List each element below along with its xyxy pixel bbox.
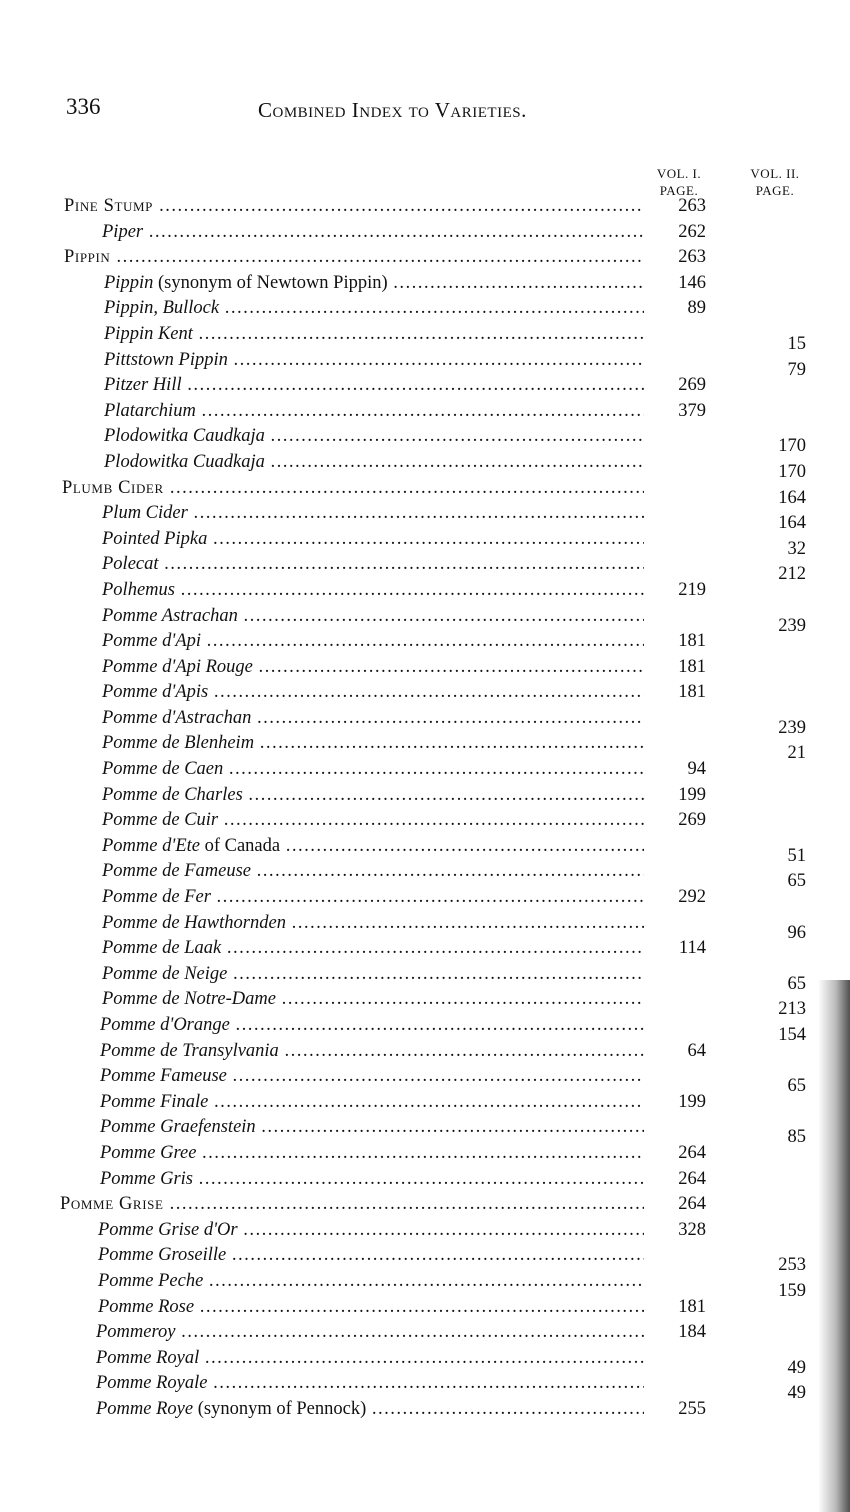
entry-variety: Pippin [64, 247, 111, 268]
entry-name [0, 810, 644, 831]
vol2-page: 213 [778, 999, 806, 1020]
entry-variety: Pomme de Charles [102, 784, 243, 805]
vol1-page: 181 [678, 682, 706, 703]
entry-name [0, 1297, 644, 1318]
page-edge-shadow [818, 980, 850, 1512]
entry-variety: Pomme d'Ete [102, 835, 200, 856]
entry-name [0, 1092, 644, 1113]
vol2-page: 159 [778, 1280, 806, 1301]
entry-variety: Pomme Royale [96, 1373, 208, 1394]
vol2-page: 49 [787, 1357, 806, 1378]
entry-name [0, 1348, 644, 1369]
entry-name [0, 682, 644, 703]
vol1-page: 181 [678, 631, 706, 652]
index-entry [0, 887, 850, 913]
entry-name [0, 222, 644, 243]
vol2-page: 65 [787, 1076, 806, 1097]
entry-name [0, 273, 644, 294]
index-entry [0, 912, 850, 943]
index-entry [0, 631, 850, 657]
entry-name [0, 1194, 644, 1215]
entry-variety: Pomme Finale [100, 1091, 209, 1112]
entry-variety: Pomme de Laak [102, 938, 222, 959]
index-entry [0, 759, 850, 785]
entry-name [0, 247, 644, 268]
entry-name [0, 836, 644, 857]
index-entry [0, 963, 850, 994]
entry-name [0, 1373, 644, 1394]
entry-name [0, 887, 644, 908]
entry-name [0, 1220, 644, 1241]
entry-name [0, 452, 644, 473]
entry-name [0, 861, 644, 882]
entry-name [0, 401, 644, 422]
entry-variety: Plumb Cider [62, 477, 164, 498]
entry-variety: Piper [102, 221, 144, 242]
index-entry [0, 503, 850, 534]
entry-variety: Pomme Roye [96, 1398, 194, 1419]
index-entry [0, 810, 850, 836]
entry-variety: Pittstown Pippin [104, 349, 228, 370]
index-entry [0, 682, 850, 708]
entry-variety: Pomme d'Api Rouge [102, 656, 253, 677]
entry-name [0, 196, 644, 217]
entry-variety: Pomme Fameuse [100, 1066, 227, 1087]
index-entry [0, 477, 850, 508]
entry-name [0, 580, 644, 601]
entry-name [0, 964, 644, 985]
entry-variety: Pomme de Transylvania [100, 1040, 279, 1061]
entry-variety: Pippin [104, 272, 154, 293]
entry-variety: Pomme d'Api [102, 631, 202, 652]
index-entry [0, 1373, 850, 1404]
entry-variety: Pomme d'Astrachan [102, 707, 252, 728]
index-entry [0, 861, 850, 892]
vol1-page: 255 [678, 1398, 706, 1419]
entry-variety: Polecat [102, 554, 159, 575]
vol1-page: 181 [678, 656, 706, 677]
entry-variety: Pomme Grise [60, 1194, 164, 1215]
index-entry [0, 528, 850, 559]
entry-variety: Pippin Kent [104, 323, 193, 344]
index-entry [0, 605, 850, 636]
vol2-header-line2: PAGE. [755, 183, 795, 198]
vol2-page: 170 [778, 436, 806, 457]
entry-name [0, 1322, 644, 1343]
index-entry [0, 1322, 850, 1348]
vol2-header-line1: VOL. II. [750, 166, 800, 181]
entry-variety: Pomme Grise d'Or [98, 1219, 238, 1240]
vol1-page: 292 [678, 887, 706, 908]
vol2-page: 49 [787, 1383, 806, 1404]
vol1-page: 199 [678, 1091, 706, 1112]
vol1-column-header [639, 165, 719, 199]
index-entry [0, 785, 850, 811]
vol1-page: 184 [678, 1322, 706, 1343]
vol1-page: 64 [687, 1040, 706, 1061]
entry-variety: Pomme d'Orange [100, 1015, 230, 1035]
index-entry [0, 1297, 850, 1323]
index-entry [0, 349, 850, 380]
vol2-page: 164 [778, 513, 806, 534]
entry-name [0, 708, 644, 729]
vol2-page: 85 [787, 1127, 806, 1148]
entry-variety: Pomme de Blenheim [102, 733, 255, 754]
index-entry [0, 298, 850, 324]
entry-name [0, 1066, 644, 1087]
vol2-page: 164 [778, 487, 806, 508]
index-entry [0, 1270, 850, 1301]
entry-name [0, 785, 644, 806]
index-entry [0, 451, 850, 482]
index-entry [0, 222, 850, 248]
index-entry [0, 733, 850, 764]
entry-name [0, 1169, 644, 1190]
vol2-page: 253 [778, 1255, 806, 1276]
vol2-page: 79 [787, 359, 806, 380]
index-entry [0, 1041, 850, 1067]
vol2-page: 51 [787, 845, 806, 866]
index-entry [0, 1220, 850, 1246]
index-entries [0, 196, 850, 1425]
entry-note: (synonym of Pennock) [193, 1398, 367, 1419]
entry-variety: Pomme Astrachan [102, 605, 238, 626]
entry-variety: Platarchium [104, 400, 196, 421]
running-head: Combined Index to Varieties. [258, 98, 527, 122]
index-entry [0, 938, 850, 964]
vol2-page: 65 [787, 973, 806, 994]
entry-variety: Pomme de Fameuse [102, 861, 251, 882]
vol1-page: 199 [678, 784, 706, 805]
entry-variety: Pomme de Neige [102, 963, 228, 984]
entry-variety: Pommeroy [96, 1322, 176, 1343]
vol2-page: 239 [778, 615, 806, 636]
entry-name [0, 606, 644, 627]
entry-variety: Polhemus [102, 579, 175, 600]
entry-name [0, 1271, 644, 1292]
entry-name [0, 938, 644, 959]
entry-variety: Pomme de Cuir [102, 810, 219, 831]
vol2-page: 32 [787, 538, 806, 559]
entry-name [0, 426, 644, 447]
entry-name [0, 913, 644, 934]
entry-variety: Pomme Rose [98, 1296, 195, 1317]
vol2-page: 21 [787, 743, 806, 764]
vol2-page: 212 [778, 564, 806, 585]
entry-name [0, 631, 644, 652]
index-entry [0, 1169, 850, 1195]
entry-variety: Pomme de Notre-Dame [102, 989, 276, 1010]
vol2-page: 96 [787, 922, 806, 943]
vol1-page: 379 [678, 400, 706, 421]
vol1-page: 264 [678, 1194, 706, 1215]
vol1-page: 181 [678, 1296, 706, 1317]
index-entry [0, 657, 850, 683]
entry-name [0, 298, 644, 319]
entry-variety: Pippin, Bullock [104, 298, 220, 319]
entry-variety: Pitzer Hill [104, 375, 182, 396]
vol1-header-line2: PAGE. [659, 183, 699, 198]
vol2-page: 170 [778, 461, 806, 482]
entry-name [0, 1041, 644, 1062]
entry-name [0, 1399, 644, 1420]
vol1-page: 264 [678, 1142, 706, 1163]
entry-name [0, 503, 644, 524]
entry-name [0, 733, 644, 754]
index-entry [0, 323, 850, 354]
vol1-header-line1: VOL. I. [656, 166, 702, 181]
entry-name [0, 375, 644, 396]
entry-name [0, 1245, 644, 1266]
entry-variety: Pomme de Hawthornden [102, 912, 286, 933]
entry-name [0, 1117, 644, 1138]
vol2-page: 65 [787, 871, 806, 892]
entry-variety: Pomme Gree [100, 1142, 197, 1163]
index-entry [0, 989, 850, 1020]
index-entry [0, 1117, 850, 1148]
index-entry [0, 247, 850, 273]
entry-variety: Pine Stump [64, 196, 153, 216]
vol1-page: 269 [678, 375, 706, 396]
entry-variety: Pomme de Fer [102, 887, 211, 908]
entry-name [0, 478, 644, 499]
entry-name [0, 324, 644, 345]
entry-name [0, 989, 644, 1010]
vol1-page: 146 [678, 272, 706, 293]
index-entry [0, 1399, 850, 1425]
index-entry [0, 1015, 850, 1045]
index-entry [0, 1194, 850, 1220]
index-entry [0, 835, 850, 866]
index-entry [0, 1066, 850, 1097]
entry-name [0, 350, 644, 371]
entry-variety: Pomme Peche [98, 1270, 204, 1291]
index-entry [0, 580, 850, 606]
index-entry [0, 401, 850, 427]
index-entry [0, 707, 850, 738]
vol1-page: 94 [687, 759, 706, 780]
entry-variety: Pomme Royal [96, 1347, 200, 1368]
page-number: 336 [66, 94, 101, 119]
vol1-page: 263 [678, 196, 706, 216]
vol1-page: 89 [687, 298, 706, 319]
entry-name [0, 759, 644, 780]
index-entry [0, 1347, 850, 1378]
vol1-page: 264 [678, 1168, 706, 1189]
entry-name [0, 529, 644, 550]
entry-name [0, 1143, 644, 1164]
entry-variety: Plum Cider [102, 503, 188, 524]
index-entry [0, 375, 850, 401]
entry-variety: Plodowitka Caudkaja [104, 426, 265, 447]
entry-name [0, 657, 644, 678]
entry-note: of Canada [199, 835, 281, 856]
index-entry [0, 196, 850, 222]
vol2-page: 154 [778, 1025, 806, 1045]
vol1-page: 269 [678, 810, 706, 831]
index-entry [0, 554, 850, 585]
entry-variety: Pomme Groseille [98, 1245, 227, 1266]
index-entry [0, 1143, 850, 1169]
vol2-page: 239 [778, 717, 806, 738]
index-entry [0, 1245, 850, 1276]
entry-note: (synonym of Newtown Pippin) [153, 272, 388, 293]
entry-variety: Plodowitka Cuadkaja [104, 451, 265, 472]
entry-name [0, 1015, 644, 1036]
entry-name [0, 554, 644, 575]
entry-variety: Pomme Gris [100, 1168, 194, 1189]
vol1-page: 262 [678, 221, 706, 242]
entry-variety: Pomme Graefenstein [100, 1117, 256, 1138]
vol2-column-header [735, 165, 815, 199]
vol1-page: 219 [678, 579, 706, 600]
vol1-page: 328 [678, 1219, 706, 1240]
index-entry [0, 1092, 850, 1118]
entry-variety: Pointed Pipka [102, 528, 208, 549]
index-entry [0, 273, 850, 299]
vol2-page: 15 [787, 333, 806, 354]
vol1-page: 114 [678, 938, 706, 959]
entry-variety: Pomme de Caen [102, 759, 224, 780]
vol1-page: 263 [678, 247, 706, 268]
index-entry [0, 426, 850, 457]
entry-variety: Pomme d'Apis [102, 682, 209, 703]
